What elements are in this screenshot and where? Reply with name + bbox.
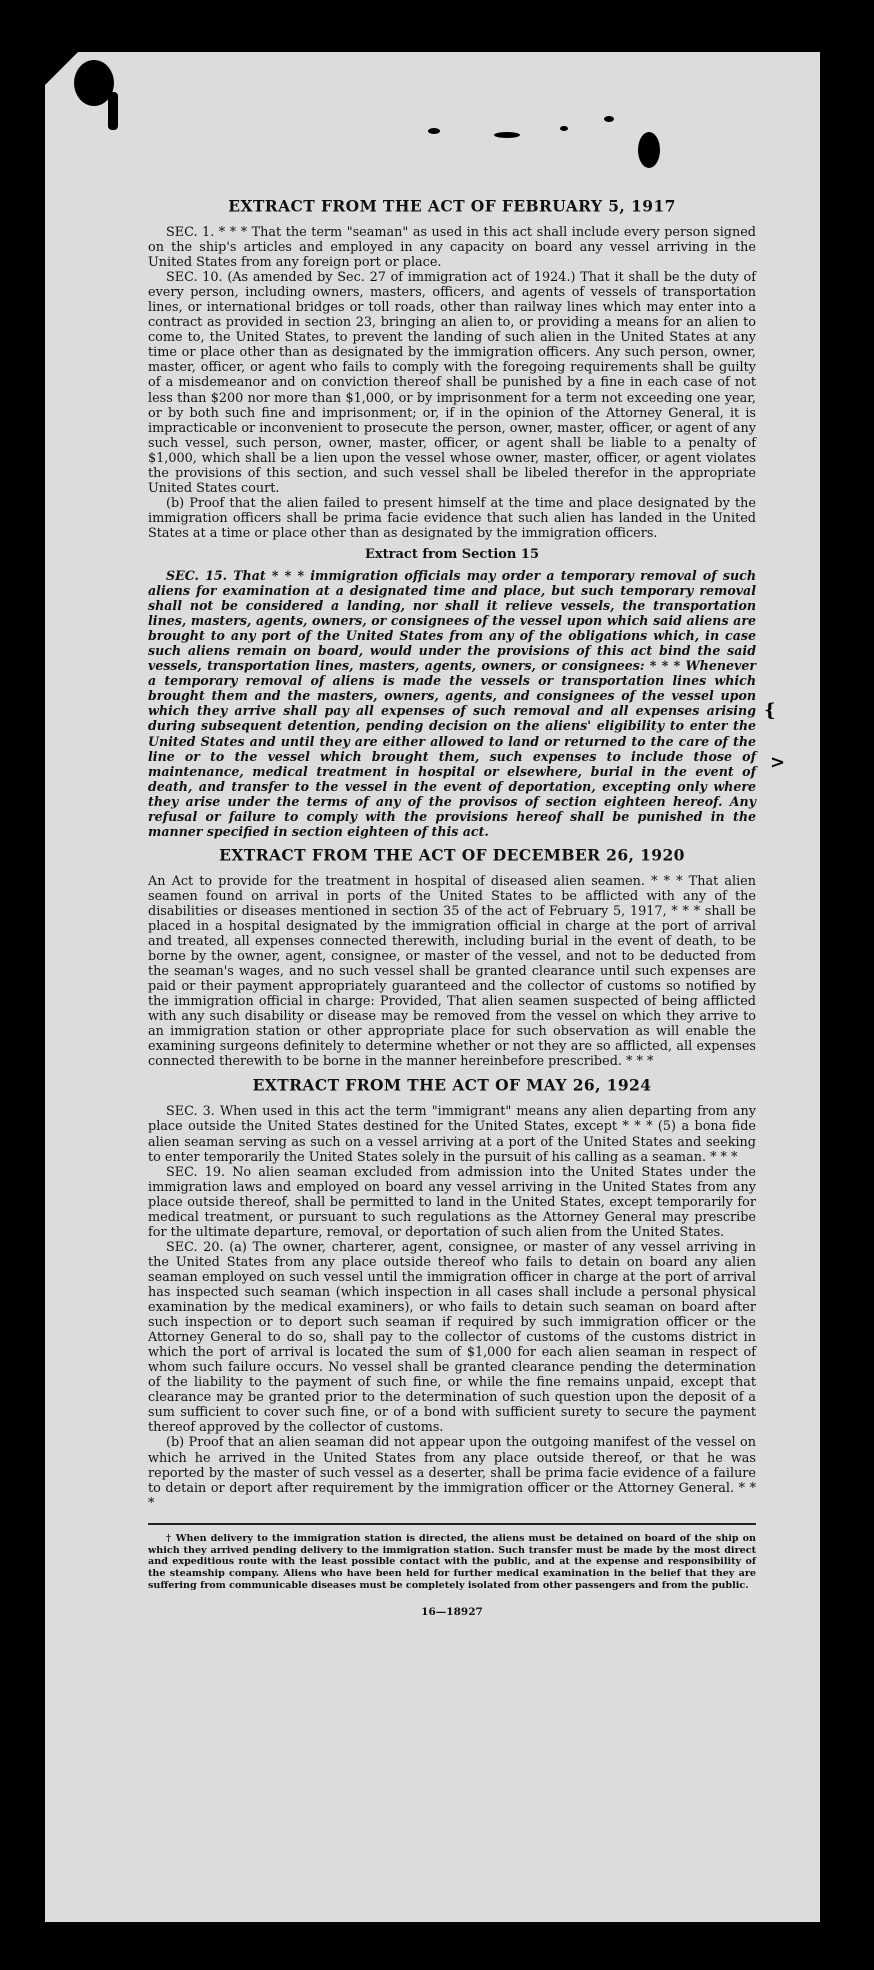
extract-may-1924: [148, 1075, 756, 1510]
act-1920-paragraph: An Act to provide for the treatment in hospital of diseased alien seamen. * * * That alien seamen found on arrival in ports of the United States to be afflicted with any of the disabilities or diseases mentioned in section 35 of the act of February 5, 1917, * * * shall be placed in a hospital designated by the immigration official in charge at the port of arrival and treated, all expenses connected therewith, including burial in the event of death, to be borne by the owner, agent, consignee, or master of the vessel, and not to be deducted from the seaman's wages, and no such vessel shall be granted clearance until such expenses are paid or their payment appropriately guaranteed and the collector of customs so notified by the immigration official in charge: Provided, That alien seamen suspected of being afflicted with any such disability or disease may be removed from the vessel on which they arrive to an immigration station or other appropriate place for such observation as will enable the examining surgeons definitely to determine whether or not they are so afflicted, all expenses connected therewith to be borne in the manner hereinbefore prescribed. * * *: [148, 873, 756, 1070]
ink-blot: [494, 132, 520, 138]
extract-feb-1917: [148, 196, 756, 541]
sec-10-paragraph: SEC. 10. (As amended by Sec. 27 of immigration act of 1924.) That it shall be the duty of every person, including owners, masters, officers, and agents of vessels of transportation lines, or international bridges or toll roads, other than railway lines which may enter into a contract as provided in section 23, bringing an alien to, or providing a means for an alien to come to, the United States, to prevent the landing of such alien in the United States at any time or place other than as designated by the immigration officers. Any such person, owner, master, officer, or agent who fails to comply with the foregoing requirements shall be guilty of a misdemeanor and on conviction thereof shall be punished by a fine in each case of not less than $200 nor more than $1,000, or by imprisonment for a term not exceeding one year, or by both such fine and imprisonment; or, if in the opinion of the Attorney General, it is impracticable or inconvenient to prosecute the person, owner, master, officer, or agent of any such vessel, such person, owner, master, officer, or agent shall be liable to a penalty of $1,000, which shall be a lien upon the vessel whose owner, master, officer, or agent violates the provisions of this section, and such vessel shall be libeled therefor in the appropriate United States court.: [148, 270, 756, 496]
ink-blot: [604, 116, 614, 122]
sec-10b-paragraph: (b) Proof that the alien failed to present himself at the time and place designated by the immigration officers shall be prima facie evidence that such alien has landed in the United States at a time or place other than as designated by the immigration officers.: [148, 495, 756, 541]
heading-act-may-1924: EXTRACT FROM THE ACT OF MAY 26, 1924: [252, 1074, 652, 1095]
extract-section-15: [148, 547, 756, 839]
form-number: 16—18927: [421, 1605, 483, 1618]
margin-bracket-mark: {: [764, 700, 776, 721]
sec-19-paragraph: SEC. 19. No alien seaman excluded from admission into the United States under the immigration laws and employed on board any vessel arriving in the United States from any place outside thereof, shall be permitted to land in the United States, except temporarily for medical treatment, or pursuant to such regulations as the Attorney General may prescribe for the ultimate departure, removal, or deportation of such alien from the United States.: [148, 1164, 756, 1240]
heading-act-dec-1920: EXTRACT FROM THE ACT OF DECEMBER 26, 1920: [219, 844, 685, 865]
extract-dec-1920: [148, 845, 756, 1070]
heading-section-15: Extract from Section 15: [364, 546, 540, 562]
document-body: [148, 190, 756, 1618]
sec-3-paragraph: SEC. 3. When used in this act the term "immigrant" means any alien departing from any place outside the United States destined for the United States, except * * * (5) a bona fide alien seaman serving as such on a vessel arriving at a port of the United States and seeking to enter temporarily the United States solely in the pursuit of his calling as a seaman. * * *: [148, 1104, 756, 1165]
ink-blot: [108, 92, 118, 130]
heading-act-feb-1917: EXTRACT FROM THE ACT OF FEBRUARY 5, 1917: [228, 195, 676, 216]
sec-1-paragraph: SEC. 1. * * * That the term "seaman" as used in this act shall include every person signed on the ship's articles and employed in any capacity on board any vessel arriving in the United States from any foreign port or place.: [148, 225, 756, 271]
sec-20b-paragraph: (b) Proof that an alien seaman did not appear upon the outgoing manifest of the vessel on which he arrived in the United States from any place outside thereof, or that he was reported by the master of such vessel as a deserter, shall be prima facie evidence of a failure to detain or deport after requirement by the immigration officer or the Attorney General. * * *: [148, 1435, 756, 1511]
ink-blot: [638, 132, 660, 168]
margin-arrow-mark: >: [770, 752, 786, 773]
sec-20a-paragraph: SEC. 20. (a) The owner, charterer, agent, consignee, or master of any vessel arriving in the United States from any place outside thereof who fails to detain on board any alien seaman employed on such vessel until the immigration officer in charge at the port of arrival has inspected such seaman (which inspection in all cases shall include a personal physical examination by the medical examiners), or who fails to detain such seaman on board after such inspection or to deport such seaman if required by such immigration officer or the Attorney General to do so, shall pay to the collector of customs of the customs district in which the port of arrival is located the sum of $1,000 for each alien seaman in respect of whom such failure occurs. No vessel shall be granted clearance pending the determination of the liability to the payment of such fine, or while the fine remains unpaid, except that clearance may be granted prior to the determination of such question upon the deposit of a sum sufficient to cover such fine, or of a bond with sufficient surety to secure the payment thereof approved by the collector of customs.: [148, 1239, 756, 1436]
sec-15-paragraph: SEC. 15. That * * * immigration officials may order a temporary removal of such aliens for examination at a designated time and place, but such temporary removal shall not be considered a landing, nor shall it relieve vessels, the transportation lines, masters, agents, owners, or consignees of the vessel upon which said aliens are brought to any port of the United States from any of the obligations which, in case such aliens remain on board, would under the provisions of this act bind the said vessels, transportation lines, masters, agents, owners, or consignees: * * * Whenever a temporary removal of aliens is made the vessels or transportation lines which brought them and the masters, owners, agents, and consignees of the vessel upon which they arrive shall pay all expenses of such removal and all expenses arising during subsequent detention, pending decision on the aliens' eligibility to enter the United States and until they are either allowed to land or returned to the care of the line or to the vessel which brought them, such expenses to include those of maintenance, medical treatment in hospital or elsewhere, burial in the event of death, and transfer to the vessel in the event of deportation, excepting only where they arise under the terms of any of the provisos of section eighteen hereof. Any refusal or failure to comply with the provisions hereof shall be punished in the manner specified in section eighteen of this act.: [148, 567, 756, 839]
footnote-divider: [148, 1523, 756, 1525]
ink-blot: [428, 128, 440, 134]
footnote: † When delivery to the immigration station is directed, the aliens must be detained on board of the ship on which they arrived pending delivery to the immigration station. Such transfer must be made by the most direct and expeditious route with the least possible contact with the public, and at the expense and responsibility of the steamship company. Aliens who have been held for further medical examination in the belief that they are suffering from communicable diseases must be completely isolated from other passengers and from the public.: [148, 1532, 756, 1591]
ink-blot: [560, 126, 568, 131]
